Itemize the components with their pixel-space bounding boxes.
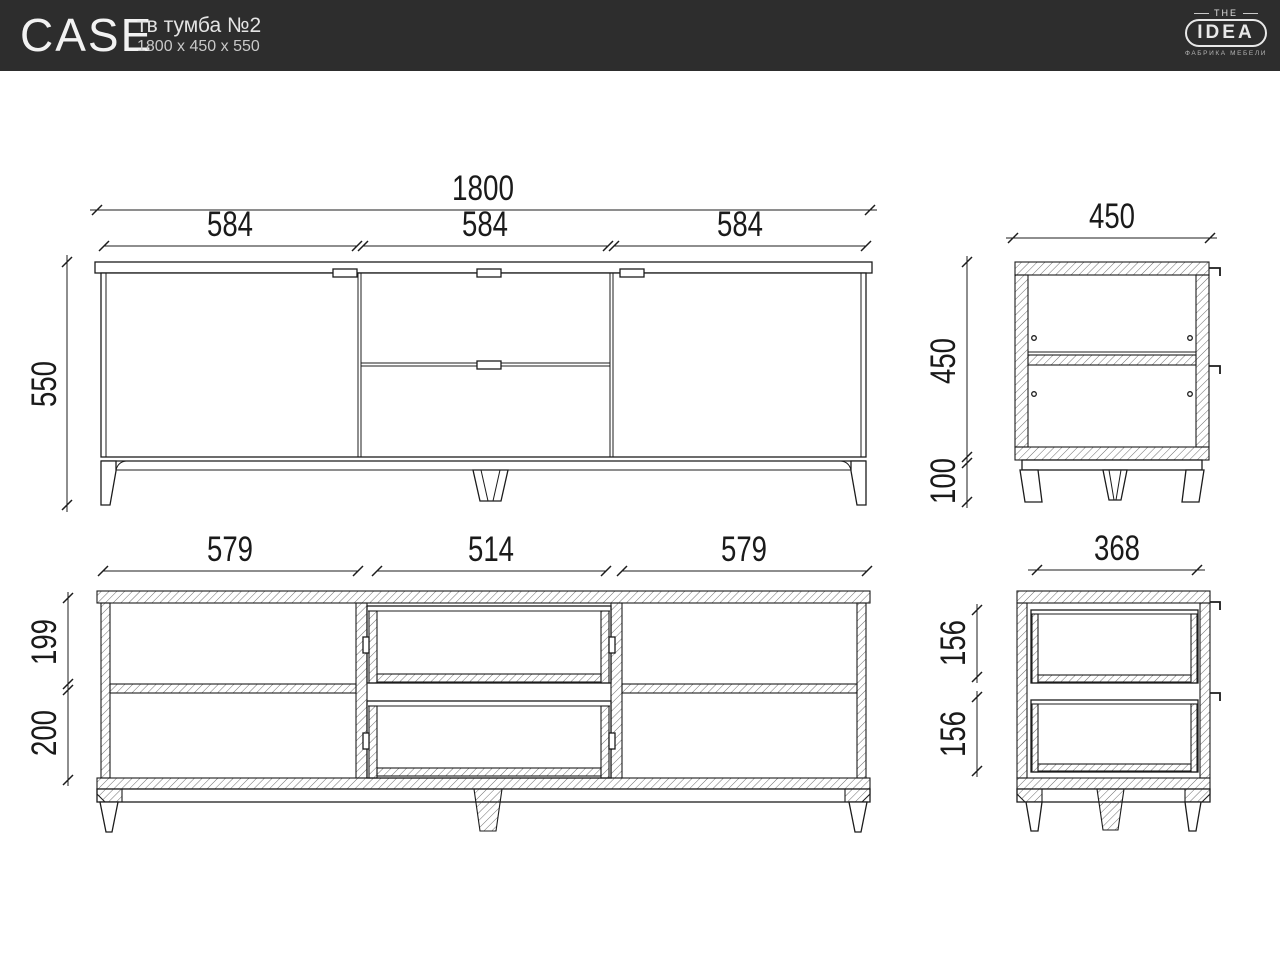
handle-right-door xyxy=(620,269,644,277)
section-left-wall xyxy=(101,603,110,778)
section-right-wall xyxy=(857,603,866,778)
dim-label-drawer-depth: 368 xyxy=(1094,529,1140,568)
dim-label-height: 550 xyxy=(25,348,64,407)
drawer-section-left-wall xyxy=(1017,603,1027,778)
front-left-leg xyxy=(101,461,116,505)
logo-name: IDEA xyxy=(1185,19,1267,47)
section-bottom-panel xyxy=(97,778,870,789)
dim-section-heights xyxy=(25,592,73,786)
logo-tagline: ФАБРИКА МЕБЕЛИ xyxy=(1184,50,1267,57)
side-center-legs xyxy=(1103,470,1127,500)
dim-label-body-height: 450 xyxy=(924,325,963,384)
dim-label-compartment-1: 579 xyxy=(207,530,253,569)
dim-drawer-heights xyxy=(934,604,982,777)
drawer-section-base xyxy=(1017,789,1210,831)
drawer-section-bottom-panel xyxy=(1017,778,1210,789)
section-center-leg xyxy=(474,789,502,831)
drawer-top-cross-section xyxy=(1031,610,1198,683)
handle-bottom-drawer xyxy=(477,361,501,369)
hinge-hooks xyxy=(1209,268,1220,374)
dim-front-height xyxy=(25,255,72,512)
drawer-section-view xyxy=(934,529,1220,831)
side-right-leg xyxy=(1182,470,1204,502)
product-dimensions: 1800 x 450 x 550 xyxy=(137,38,260,55)
drawer-section-top-panel xyxy=(1017,591,1210,603)
front-cabinet xyxy=(95,262,872,505)
drawer-slide-clip xyxy=(609,733,615,749)
dim-label-total-width: 1800 xyxy=(452,169,514,208)
side-left-wall xyxy=(1015,275,1028,447)
drawer-slide-clip xyxy=(609,637,615,653)
section-shelf-left xyxy=(110,684,356,693)
drawer-slide-clip xyxy=(363,733,369,749)
dim-label-drawer-2: 156 xyxy=(934,698,973,757)
dim-drawer-depth xyxy=(1028,529,1205,575)
dim-side-heights xyxy=(924,256,972,508)
dim-label-drawer-1: 156 xyxy=(934,607,973,666)
dim-label-leg-height: 100 xyxy=(924,445,963,504)
drawer-section-right-wall xyxy=(1200,603,1210,778)
handle-left-door xyxy=(333,269,357,277)
dim-label-top-compartment: 199 xyxy=(25,606,64,665)
section-base xyxy=(97,789,870,832)
section-bottom-drawer xyxy=(363,701,615,778)
side-view xyxy=(924,197,1220,508)
dim-label-compartment-2: 514 xyxy=(468,530,514,569)
section-divider-left xyxy=(356,603,367,778)
drawer-hooks xyxy=(1210,602,1220,701)
side-cabinet xyxy=(1015,262,1220,502)
drawer-bottom-cross-section xyxy=(1031,700,1198,772)
side-shelf xyxy=(1028,355,1196,365)
side-top-panel xyxy=(1015,262,1209,275)
handle-top-drawer xyxy=(477,269,501,277)
drawer-section-cabinet xyxy=(1017,591,1220,831)
drawer-section-right-leg xyxy=(1185,802,1201,831)
product-name: тв тумба №2 xyxy=(137,14,262,37)
front-section-view xyxy=(25,530,872,832)
drawer-section-center-leg xyxy=(1097,789,1124,830)
dim-front-sections xyxy=(99,205,871,251)
dim-label-section-1: 584 xyxy=(207,205,253,244)
brand-name: CASE xyxy=(20,9,154,61)
section-top-drawer xyxy=(363,606,615,683)
front-right-leg xyxy=(851,461,866,505)
dim-section-widths xyxy=(98,530,872,576)
section-right-leg xyxy=(849,802,867,832)
front-center-legs xyxy=(473,470,508,501)
section-divider-right xyxy=(611,603,622,778)
section-top-panel xyxy=(97,591,870,603)
side-rail xyxy=(1022,460,1202,470)
front-view xyxy=(25,169,877,512)
side-bottom-panel xyxy=(1015,447,1209,460)
side-right-wall xyxy=(1196,275,1209,447)
dim-label-depth: 450 xyxy=(1089,197,1135,236)
side-base xyxy=(1020,460,1204,502)
dim-label-section-2: 584 xyxy=(462,205,508,244)
dim-label-bottom-compartment: 200 xyxy=(25,697,64,756)
section-left-leg xyxy=(100,802,118,832)
shelf-pins xyxy=(1032,336,1193,397)
drawer-section-left-leg xyxy=(1026,802,1042,831)
logo-the-text: THE xyxy=(1213,8,1238,18)
front-base xyxy=(101,461,866,505)
dim-label-compartment-3: 579 xyxy=(721,530,767,569)
dim-side-depth xyxy=(1006,197,1217,243)
dim-label-section-3: 584 xyxy=(717,205,763,244)
front-section-cabinet xyxy=(97,591,870,832)
drawer-slide-clip xyxy=(363,637,369,653)
section-shelf-right xyxy=(622,684,857,693)
side-left-leg xyxy=(1020,470,1042,502)
